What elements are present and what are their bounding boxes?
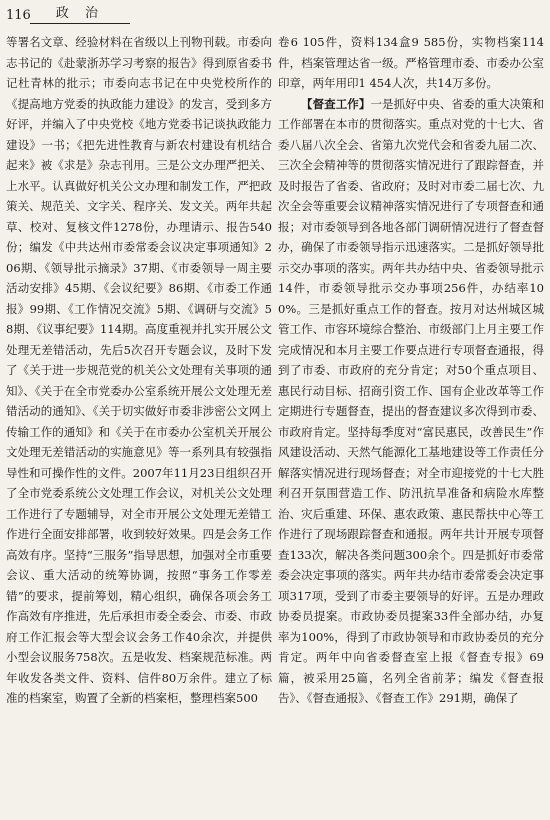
page-number: 116 <box>6 8 31 23</box>
section-heading: 【督查工作】 <box>301 96 371 111</box>
section-paragraph <box>278 94 544 709</box>
paragraph: 卷6 105件，资料134盒9 585份，实物档案114件，档案管理达省一级。严格管理市委、市委办公室印章，两年用印1 454人次，共14万多份。 <box>278 35 544 90</box>
page-header <box>6 4 130 24</box>
running-title: 政 治 <box>30 6 130 24</box>
paragraph: 等署名文章、经验材料在省级以上刊物刊载。市委向志书记的《赴蒙浙苏学习考察的报告》得到原省委书记杜青林的批示；市委向志书记在中央党校所作的《提高地方党委的执政能力建设》的发言，受到多方好评，并编入了中央党校《地方党委书记谈执政能力建设》一书；《把先进性教育与新农村建设有机结合起来》被《求是》杂志刊用。三是公文办理严把关、上水平。认真做好机关公文办理和制发工作，严把政策关、规范关、文字关、程序关、发文关。两年共起草、校对、复核文件1278份，办理请示、报告540份；编发《中共达州市委常委会议决定事项通知》206期、《领导批示摘录》37期、《市委领导一周主要活动安排》45期、《会议纪要》86期、《市委工作通报》99期、《工作情况交流》5期、《调研与交流》58期、《议事纪要》114期。高度重视并扎实开展公文处理无差错活动，先后5次召开专题会议，及时下发了《关于进一步规范党的机关公文处理有关事项的通知》、《关于在全市党委办公室系统开展公文处理无差错活动的通知》、《关于切实做好市委非涉密公文网上传输工作的通知》和《关于在市委办公室机关开展公文处理无差错活动的实施意见》等一系列具有较强指导性和可操作性的文件。2007年11月23日组织召开了全市党委系统公文处理工作会议，对机关公文处理工作进行了专题辅导，对全市开展公文处理无差错工作进行全面安排部署，收到较好效果。四是会务工作高效有序。坚持“三服务”指导思想，加强对全市重要会议、重大活动的统筹协调，按照“事务工作零差错”的要求，提前筹划，精心组织，确保各项会务工作高效有序推进，先后承担市委全委会、市委、市政府工作汇报会等大型会议会务工作40余次，并提供小型会议服务758次。五是收发、档案规范标准。两年收发各类文件、资料、信件80万余件。建立了标准的档案室，购置了全新的档案柜，整理档案500 <box>6 35 272 705</box>
section-text: 一是抓好中央、省委的重大决策和工作部署在本市的贯彻落实。重点对党的十七大、省委八届八次全会、省第九次党代会和省委九届二次、三次全会精神等的贯彻落实情况进行了跟踪督查，并及时报告了省委、省政府；及时对市委二届七次、九次全会等重要会议精神落实情况进行了专项督查和通报；对市委领导到各地各部门调研情况进行了督查督办，确保了市委领导指示迅速落实。二是抓好领导批示交办事项的落实。两年共办结中央、省委领导批示14件，市委领导批示交办事项256件，办结率100%。三是抓好重点工作的督查。按月对达州城区城管工作、市容环境综合整治、市级部门上月主要工作完成情况和本月主要工作要点进行专项督查通报，得到了市委、市政府的充分肯定；对50个重点项目、惠民行动目标、招商引资工作、国有企业改革等工作定期进行专题督查，提出的督查建议多次得到市委、市政府肯定。坚持每季度对“富民惠民，改善民生”作风建设活动、天然气能源化工基地建设等工作责任分解落实情况进行现场督查；对全市迎接党的十七大胜利召开氛围营造工作、防汛抗旱准备和病险水库整治、灾后重建、环保、惠农政策、惠民帮扶中心等工作进行了现场跟踪督查和通报。两年共计开展专项督查133次，解决各类问题300余个。四是抓好市委常委会决定事项的落实。两年共办结市委常委会决定事项317项，受到了市委主要领导的好评。五是办理政协委员提案。市政协委员提案33件全部办结，办复率为100%，得到了市政协领导和市政协委员的充分肯定。两年中向省委督查室上报《督查专报》69篇，被采用25篇，名列全省前茅；编发《督查报告》、《督查通报》、《督查工作》291期，确保了 <box>278 96 544 705</box>
text-columns <box>6 32 544 818</box>
left-column <box>6 32 272 818</box>
right-column <box>278 32 544 818</box>
